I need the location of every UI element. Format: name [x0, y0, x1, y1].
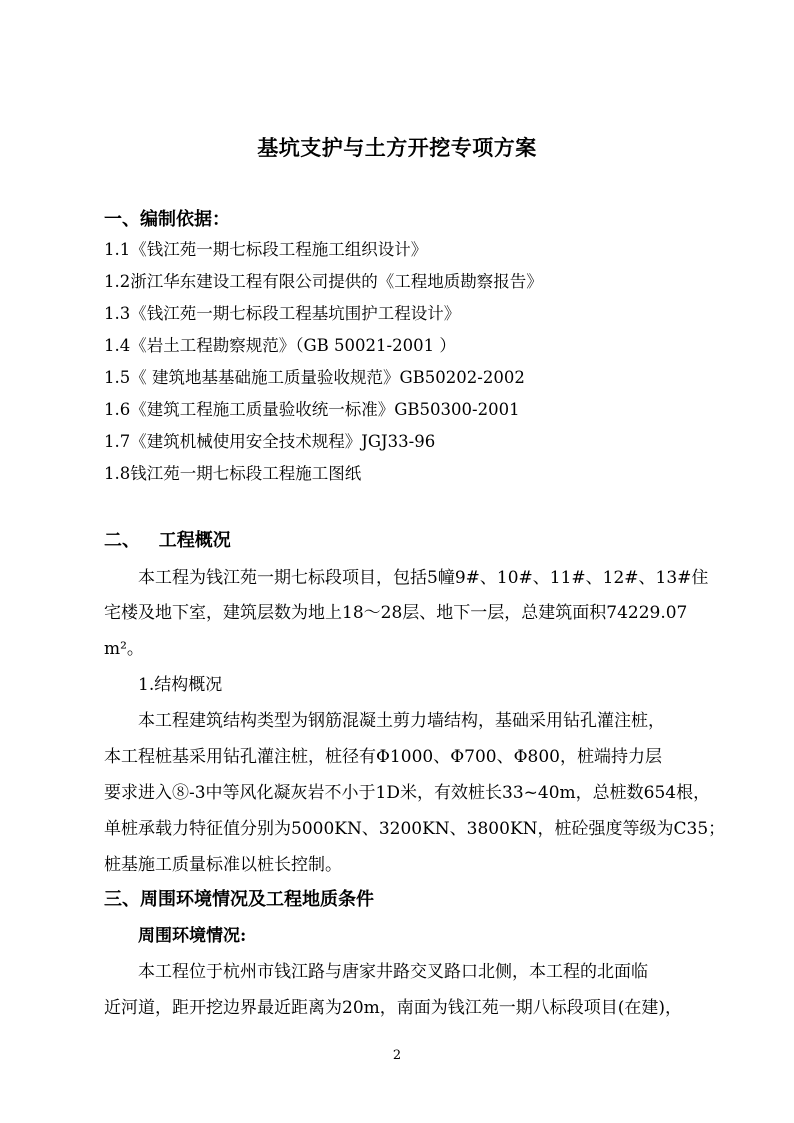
section-heading-environment: 三、周围环境情况及工程地质条件	[104, 889, 374, 910]
page-number: 2	[392, 1048, 402, 1063]
structure-line: 桩基施工质量标准以桩长控制。	[104, 855, 342, 875]
structure-line: 单桩承载力特征值分别为5000KN、3200KN、3800KN，桩砼强度等级为C35；	[104, 819, 726, 839]
section-heading-overview: 二、 工程概况	[104, 530, 231, 551]
basis-item: 1.6《建筑工程施工质量验收统一标准》GB50300-2001	[104, 400, 520, 419]
overview-line: m²。	[104, 639, 144, 659]
basis-item: 1.3《钱江苑一期七标段工程基坑围护工程设计》	[104, 304, 461, 323]
environment-line: 近河道，距开挖边界最近距离为20m，南面为钱江苑一期八标段项目(在建)，	[104, 998, 683, 1018]
document-title: 基坑支护与土方开挖专项方案	[257, 135, 537, 160]
basis-item: 1.1《钱江苑一期七标段工程施工组织设计》	[104, 240, 428, 259]
basis-item: 1.5《 建筑地基基础施工质量验收规范》GB50202-2002	[104, 368, 525, 387]
basis-item: 1.4《岩土工程勘察规范》（GB 50021-2001 ）	[104, 336, 456, 355]
structure-line: 本工程建筑结构类型为钢筋混凝土剪力墙结构，基础采用钻孔灌注桩，	[138, 711, 665, 731]
overview-line: 本工程为钱江苑一期七标段项目，包括5幢9#、10#、11#、12#、13#住	[138, 568, 709, 588]
structure-line: 本工程桩基采用钻孔灌注桩，桩径有Φ1000、Φ700、Φ800，桩端持力层	[104, 747, 662, 767]
overview-line: 宅楼及地下室，建筑层数为地上18～28层、地下一层，总建筑面积74229.07	[104, 603, 688, 623]
environment-sub-heading: 周围环境情况:	[138, 926, 247, 946]
section-heading-basis: 一、编制依据：	[104, 209, 230, 230]
environment-line: 本工程位于杭州市钱江路与唐家井路交叉路口北侧，本工程的北面临	[138, 962, 648, 982]
basis-item: 1.2浙江华东建设工程有限公司提供的《工程地质勘察报告》	[104, 272, 543, 291]
basis-item: 1.7《建筑机械使用安全技术规程》JGJ33-96	[104, 432, 436, 451]
basis-item: 1.8钱江苑一期七标段工程施工图纸	[104, 464, 362, 483]
structure-heading: 1.结构概况	[138, 675, 223, 695]
structure-line: 要求进入⑧-3中等风化凝灰岩不小于1D米，有效桩长33~40m，总桩数654根，	[104, 783, 711, 803]
